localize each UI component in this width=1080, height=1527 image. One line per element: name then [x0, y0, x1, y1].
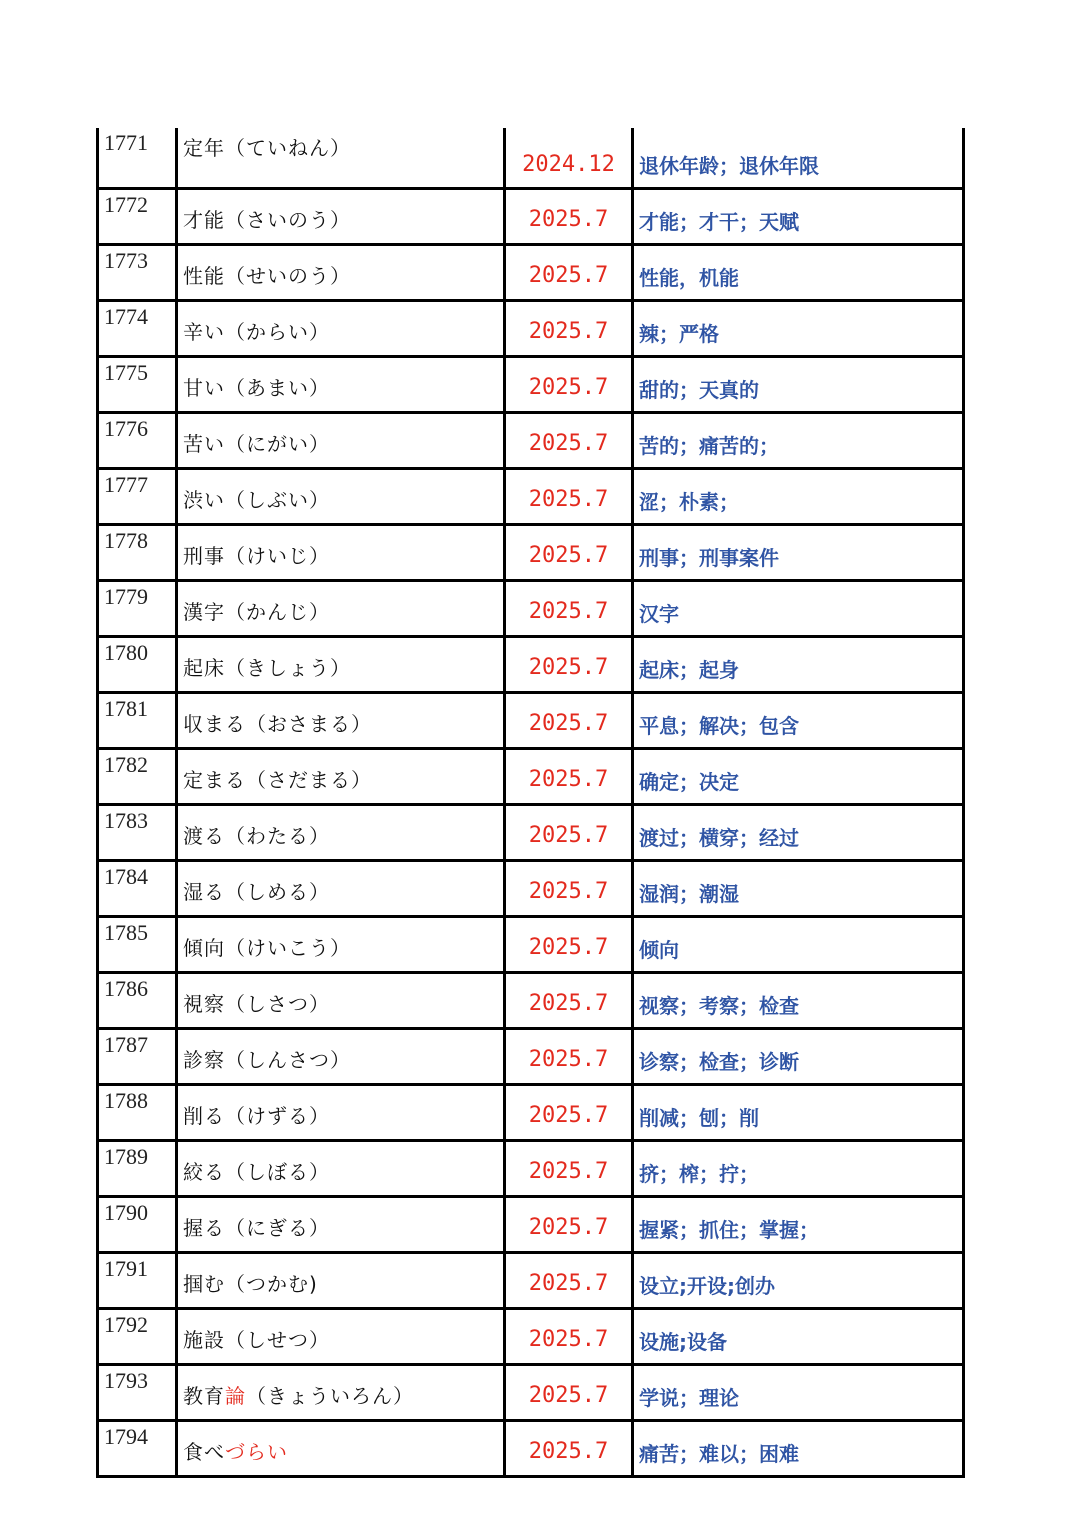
entry-meaning: 性能，机能: [633, 245, 964, 301]
entry-meaning: 辣；严格: [633, 301, 964, 357]
entry-date: 2025.7: [505, 693, 633, 749]
entry-number: 1776: [98, 413, 177, 469]
entry-meaning: 才能；才干；天赋: [633, 189, 964, 245]
entry-number: 1774: [98, 301, 177, 357]
word-reading: （きょういろん）: [246, 1384, 414, 1408]
entry-word: 傾向（けいこう）: [177, 917, 505, 973]
table-row: [98, 189, 964, 245]
entry-number: 1777: [98, 469, 177, 525]
entry-number: 1775: [98, 357, 177, 413]
table-row: [98, 1421, 964, 1477]
entry-number: 1789: [98, 1141, 177, 1197]
entry-number: 1788: [98, 1085, 177, 1141]
table-row: [98, 581, 964, 637]
table-row: [98, 1365, 964, 1421]
entry-date: 2025.7: [505, 525, 633, 581]
entry-date: 2025.7: [505, 245, 633, 301]
word-highlight: づらい: [225, 1440, 288, 1464]
entry-date: 2025.7: [505, 189, 633, 245]
entry-meaning: 渡过；横穿；经过: [633, 805, 964, 861]
table-row: [98, 1197, 964, 1253]
entry-number: 1771: [98, 128, 177, 189]
entry-word: [177, 1421, 505, 1477]
table-row: [98, 525, 964, 581]
entry-meaning: 退休年龄；退休年限: [633, 128, 964, 189]
entry-number: 1790: [98, 1197, 177, 1253]
entry-meaning: 平息；解决；包含: [633, 693, 964, 749]
entry-date: 2025.7: [505, 1085, 633, 1141]
word-highlight: 論: [225, 1384, 246, 1408]
entry-date: 2025.7: [505, 1421, 633, 1477]
entry-meaning: 刑事；刑事案件: [633, 525, 964, 581]
word-kanji: 食べ: [183, 1440, 225, 1464]
entry-number: 1773: [98, 245, 177, 301]
table-row: [98, 637, 964, 693]
entry-date: 2024.12: [505, 128, 633, 189]
entry-number: 1772: [98, 189, 177, 245]
entry-meaning: 痛苦；难以；困难: [633, 1421, 964, 1477]
table-row: [98, 693, 964, 749]
entry-word: 苦い（にがい）: [177, 413, 505, 469]
word-kanji: 教育: [183, 1384, 225, 1408]
entry-date: 2025.7: [505, 805, 633, 861]
table-row: [98, 128, 964, 189]
entry-word: 才能（さいのう）: [177, 189, 505, 245]
entry-number: 1792: [98, 1309, 177, 1365]
vocabulary-sheet: [96, 128, 962, 1478]
entry-number: 1785: [98, 917, 177, 973]
entry-word: 収まる（おさまる）: [177, 693, 505, 749]
entry-date: 2025.7: [505, 917, 633, 973]
entry-meaning: 设立;开设;创办: [633, 1253, 964, 1309]
table-row: [98, 917, 964, 973]
entry-number: 1791: [98, 1253, 177, 1309]
entry-word: 削る（けずる）: [177, 1085, 505, 1141]
entry-word: [177, 1365, 505, 1421]
entry-meaning: 苦的；痛苦的；: [633, 413, 964, 469]
entry-meaning: 起床；起身: [633, 637, 964, 693]
entry-word: 絞る（しぼる）: [177, 1141, 505, 1197]
entry-meaning: 涩；朴素；: [633, 469, 964, 525]
table-row: [98, 1029, 964, 1085]
entry-number: 1782: [98, 749, 177, 805]
table-row: [98, 1085, 964, 1141]
entry-date: 2025.7: [505, 1253, 633, 1309]
entry-meaning: 视察；考察；检查: [633, 973, 964, 1029]
table-row: [98, 1141, 964, 1197]
entry-date: 2025.7: [505, 973, 633, 1029]
entry-number: 1786: [98, 973, 177, 1029]
entry-meaning: 湿润；潮湿: [633, 861, 964, 917]
entry-date: 2025.7: [505, 469, 633, 525]
entry-date: 2025.7: [505, 861, 633, 917]
entry-meaning: 削减；刨；削: [633, 1085, 964, 1141]
entry-number: 1794: [98, 1421, 177, 1477]
table-row: [98, 413, 964, 469]
entry-meaning: 握紧；抓住；掌握；: [633, 1197, 964, 1253]
entry-word: 漢字（かんじ）: [177, 581, 505, 637]
entry-meaning: 诊察；检查；诊断: [633, 1029, 964, 1085]
entry-word: 施設（しせつ）: [177, 1309, 505, 1365]
table-row: [98, 301, 964, 357]
table-row: [98, 861, 964, 917]
entry-word: 起床（きしょう）: [177, 637, 505, 693]
entry-word: 渡る（わたる）: [177, 805, 505, 861]
table-row: [98, 973, 964, 1029]
entry-word: 湿る（しめる）: [177, 861, 505, 917]
entry-meaning: 设施;设备: [633, 1309, 964, 1365]
entry-date: 2025.7: [505, 1365, 633, 1421]
entry-date: 2025.7: [505, 581, 633, 637]
entry-date: 2025.7: [505, 301, 633, 357]
entry-word: 甘い（あまい）: [177, 357, 505, 413]
table-row: [98, 1309, 964, 1365]
table-row: [98, 749, 964, 805]
entry-date: 2025.7: [505, 749, 633, 805]
entry-word: 握る（にぎる）: [177, 1197, 505, 1253]
entry-word: 刑事（けいじ）: [177, 525, 505, 581]
entry-date: 2025.7: [505, 357, 633, 413]
entry-date: 2025.7: [505, 1029, 633, 1085]
entry-number: 1787: [98, 1029, 177, 1085]
entry-word: 定年（ていねん）: [177, 128, 505, 189]
table-row: [98, 245, 964, 301]
entry-meaning: 学说；理论: [633, 1365, 964, 1421]
entry-meaning: 挤；榨；拧；: [633, 1141, 964, 1197]
entry-number: 1781: [98, 693, 177, 749]
entry-date: 2025.7: [505, 413, 633, 469]
vocabulary-table: [96, 128, 965, 1478]
entry-date: 2025.7: [505, 1309, 633, 1365]
entry-meaning: 汉字: [633, 581, 964, 637]
entry-meaning: 甜的；天真的: [633, 357, 964, 413]
table-row: [98, 1253, 964, 1309]
entry-word: 渋い（しぶい）: [177, 469, 505, 525]
entry-word: 辛い（からい）: [177, 301, 505, 357]
table-row: [98, 805, 964, 861]
entry-number: 1783: [98, 805, 177, 861]
entry-number: 1778: [98, 525, 177, 581]
entry-date: 2025.7: [505, 1197, 633, 1253]
entry-number: 1780: [98, 637, 177, 693]
entry-word: 定まる（さだまる）: [177, 749, 505, 805]
entry-word: 掴む（つかむ): [177, 1253, 505, 1309]
entry-word: 診察（しんさつ）: [177, 1029, 505, 1085]
entry-number: 1793: [98, 1365, 177, 1421]
entry-number: 1779: [98, 581, 177, 637]
entry-meaning: 确定；决定: [633, 749, 964, 805]
table-row: [98, 469, 964, 525]
entry-date: 2025.7: [505, 637, 633, 693]
entry-date: 2025.7: [505, 1141, 633, 1197]
table-row: [98, 357, 964, 413]
entry-word: 性能（せいのう）: [177, 245, 505, 301]
entry-number: 1784: [98, 861, 177, 917]
entry-word: 視察（しさつ）: [177, 973, 505, 1029]
entry-meaning: 倾向: [633, 917, 964, 973]
